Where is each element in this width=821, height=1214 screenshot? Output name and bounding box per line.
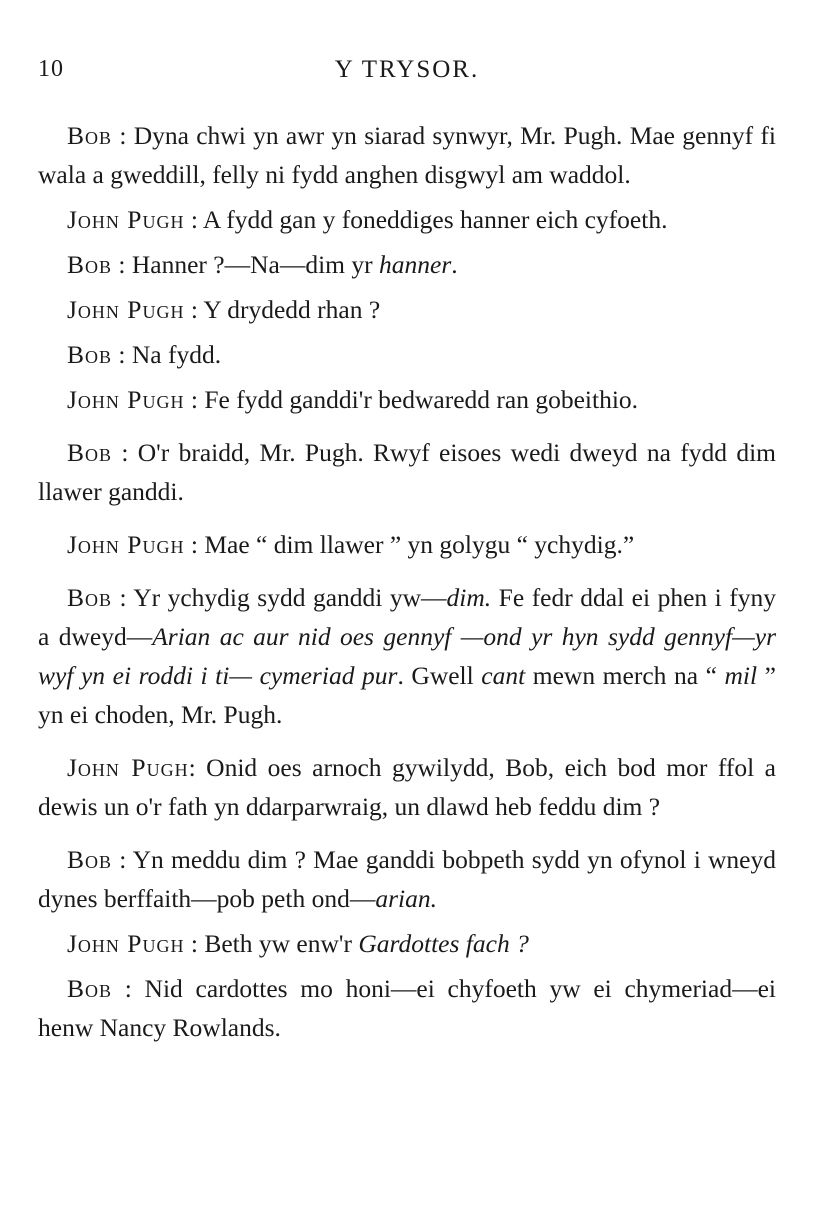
speech-text: Mae “ dim llawer ” yn golygu “ ychydig.” bbox=[204, 530, 635, 559]
speech-emphasis: mil bbox=[724, 661, 758, 690]
speech-text: A fydd gan y foneddiges hanner eich cyfoeth. bbox=[202, 205, 668, 234]
speech-text: Y drydedd rhan ? bbox=[203, 295, 381, 324]
speech-emphasis: dim. bbox=[446, 583, 492, 612]
speaker-name: John Pugh bbox=[67, 530, 185, 559]
speaker-name: Bob bbox=[67, 340, 113, 369]
speech-emphasis: Arian ac aur nid oes gennyf —ond yr hyn sydd gennyf—yr wyf yn ei roddi i ti— cymeriad pur bbox=[38, 622, 776, 690]
speaker-separator: : bbox=[112, 845, 133, 874]
speaker-name: John Pugh bbox=[67, 929, 185, 958]
speaker-name: John Pugh bbox=[67, 385, 185, 414]
speech-text: . Gwell bbox=[397, 661, 482, 690]
speech-text: Beth yw enw'r bbox=[204, 929, 359, 958]
dialogue-paragraph bbox=[38, 116, 776, 194]
speech-text: . bbox=[451, 250, 458, 279]
speaker-separator: : bbox=[184, 385, 205, 414]
speaker-name: John Pugh bbox=[67, 205, 185, 234]
page-number: 10 bbox=[38, 56, 64, 82]
dialogue-body bbox=[38, 116, 776, 1047]
speaker-separator: : bbox=[184, 530, 205, 559]
speaker-name: Bob bbox=[67, 845, 113, 874]
speech-text: Na fydd. bbox=[131, 340, 222, 369]
speech-emphasis: Gardottes fach ? bbox=[358, 929, 529, 958]
speech-text: mewn merch na “ bbox=[525, 661, 725, 690]
speaker-separator: : bbox=[184, 929, 205, 958]
dialogue-paragraph bbox=[38, 335, 776, 374]
dialogue-paragraph bbox=[38, 290, 776, 329]
dialogue-paragraph bbox=[38, 924, 776, 963]
running-head bbox=[38, 52, 776, 96]
speech-text: Yn meddu dim ? Mae ganddi bobpeth sydd yn ofynol i wneyd dynes berffaith—pob peth ond— bbox=[38, 845, 776, 913]
speaker-separator: : bbox=[184, 205, 203, 234]
speech-text: O'r braidd, Mr. Pugh. Rwyf eisoes wedi dweyd na fydd dim llawer ganddi. bbox=[38, 438, 776, 506]
dialogue-paragraph bbox=[38, 380, 776, 419]
speaker-separator: : bbox=[188, 753, 207, 782]
dialogue-paragraph bbox=[38, 578, 776, 734]
speaker-separator: : bbox=[112, 121, 134, 150]
dialogue-paragraph bbox=[38, 840, 776, 918]
dialogue-paragraph bbox=[38, 748, 776, 826]
speaker-separator: : bbox=[184, 295, 204, 324]
speaker-separator: : bbox=[112, 250, 132, 279]
speech-text: ” yn ei choden, Mr. Pugh. bbox=[38, 661, 776, 729]
speaker-name: Bob bbox=[67, 438, 113, 467]
book-page bbox=[38, 52, 776, 1053]
speaker-separator: : bbox=[112, 340, 132, 369]
speaker-name: Bob bbox=[67, 583, 113, 612]
speech-emphasis: hanner bbox=[379, 250, 452, 279]
speaker-name: Bob bbox=[67, 974, 113, 1003]
speech-text: Onid oes arnoch gywilydd, Bob, eich bod mor ffol a dewis un o'r fath yn ddarparwraig, un dlawd heb feddu dim ? bbox=[38, 753, 776, 821]
speech-emphasis: arian. bbox=[375, 884, 437, 913]
dialogue-paragraph bbox=[38, 433, 776, 511]
dialogue-paragraph bbox=[38, 245, 776, 284]
running-title: Y TRYSOR. bbox=[334, 56, 480, 83]
speaker-name: Bob bbox=[67, 121, 113, 150]
speech-text: Hanner ?—Na—dim yr bbox=[131, 250, 379, 279]
speech-text: Nid cardottes mo honi—ei chyfoeth yw ei chymeriad—ei henw Nancy Rowlands. bbox=[38, 974, 776, 1042]
speaker-name: Bob bbox=[67, 250, 113, 279]
speech-text: Dyna chwi yn awr yn siarad synwyr, Mr. Pugh. Mae gennyf fi wala a gweddill, felly ni fydd anghen disgwyl am waddol. bbox=[38, 121, 776, 189]
speech-text: Fe fydd ganddi'r bedwaredd ran gobeithio. bbox=[204, 385, 639, 414]
speaker-separator: : bbox=[112, 438, 138, 467]
dialogue-paragraph bbox=[38, 969, 776, 1047]
speaker-separator: : bbox=[112, 583, 134, 612]
speaker-separator: : bbox=[112, 974, 145, 1003]
speech-text: Yr ychydig sydd ganddi yw— bbox=[133, 583, 447, 612]
dialogue-paragraph bbox=[38, 525, 776, 564]
speaker-name: John Pugh bbox=[67, 753, 189, 782]
speech-text: Fe fedr ddal ei phen i fyny a dweyd— bbox=[38, 583, 776, 651]
dialogue-paragraph bbox=[38, 200, 776, 239]
speaker-name: John Pugh bbox=[67, 295, 185, 324]
speech-emphasis: cant bbox=[481, 661, 526, 690]
